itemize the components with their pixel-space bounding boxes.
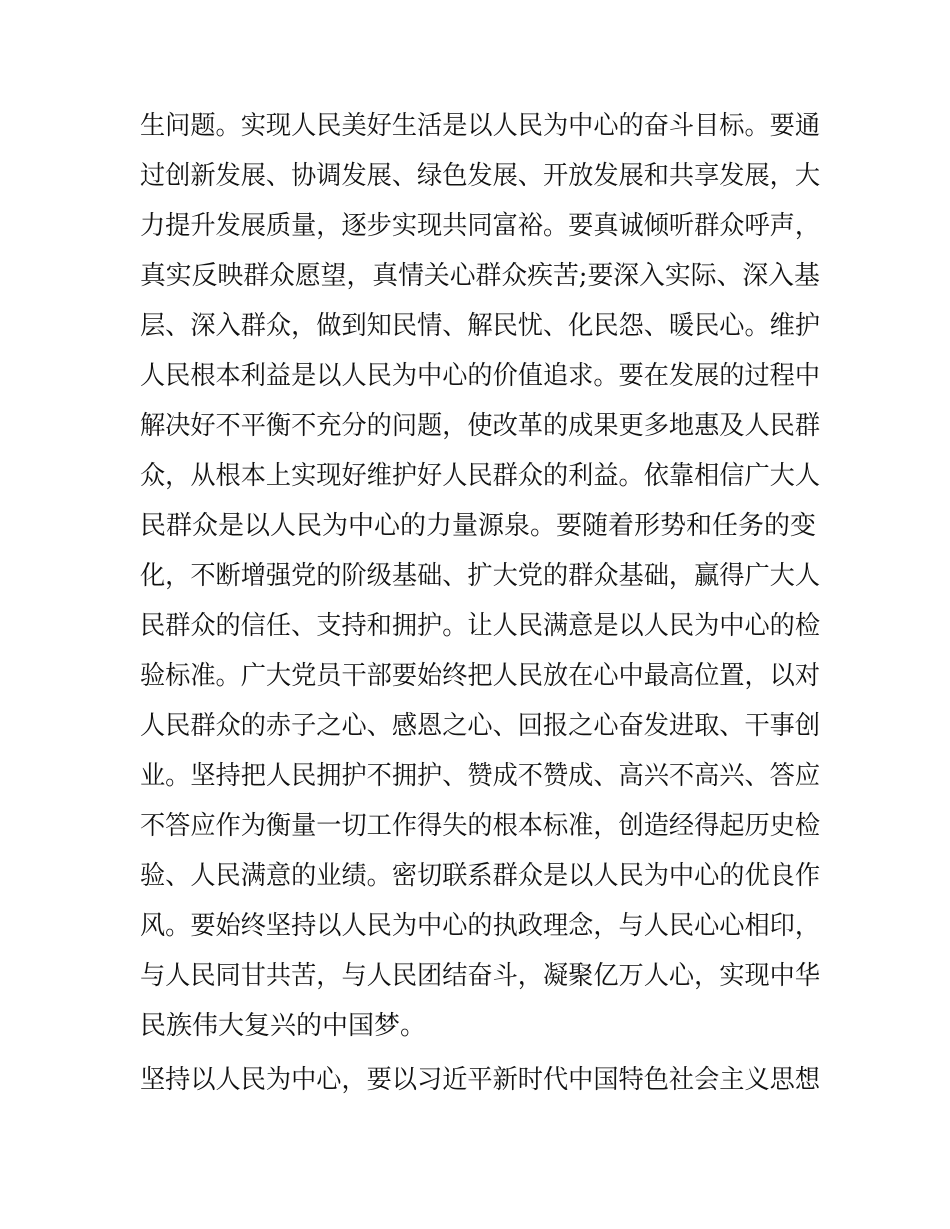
text-line-14: 业。坚持把人民拥护不拥护、赞成不赞成、高兴不高兴、答应 [140,761,821,791]
text-line-15: 不答应作为衡量一切工作得失的根本标准，创造经得起历史检 [140,811,821,841]
text-line-6: 人民根本利益是以人民为中心的价值追求。要在发展的过程中 [140,361,821,391]
text-line-3: 力提升发展质量，逐步实现共同富裕。要真诚倾听群众呼声， [140,211,821,241]
text-line-20: 坚持以人民为中心，要以习近平新时代中国特色社会主义思想 [140,1065,821,1095]
text-line-4: 真实反映群众愿望，真情关心群众疾苦;要深入实际、深入基 [140,261,820,291]
text-line-16: 验、人民满意的业绩。密切联系群众是以人民为中心的优良作 [140,861,821,891]
text-line-18: 与人民同甘共苦，与人民团结奋斗，凝聚亿万人心，实现中华 [140,961,821,991]
text-line-12: 验标准。广大党员干部要始终把人民放在心中最高位置，以对 [140,661,821,691]
text-line-5: 层、深入群众，做到知民情、解民忧、化民怨、暖民心。维护 [140,311,821,341]
text-line-2: 过创新发展、协调发展、绿色发展、开放发展和共享发展，大 [140,161,821,191]
text-line-1: 生问题。实现人民美好生活是以人民为中心的奋斗目标。要通 [140,111,821,141]
text-line-13: 人民群众的赤子之心、感恩之心、回报之心奋发进取、干事创 [140,711,821,741]
text-line-7: 解决好不平衡不充分的问题，使改革的成果更多地惠及人民群 [140,411,821,441]
text-line-8: 众，从根本上实现好维护好人民群众的利益。依靠相信广大人 [140,461,821,491]
text-line-17: 风。要始终坚持以人民为中心的执政理念，与人民心心相印， [140,911,821,941]
text-line-9: 民群众是以人民为中心的力量源泉。要随着形势和任务的变 [140,511,817,541]
text-line-10: 化，不断增强党的阶级基础、扩大党的群众基础，赢得广大人 [140,561,821,591]
text-line-11: 民群众的信任、支持和拥护。让人民满意是以人民为中心的检 [140,611,821,641]
text-line-19: 民族伟大复兴的中国梦。 [140,1011,427,1041]
